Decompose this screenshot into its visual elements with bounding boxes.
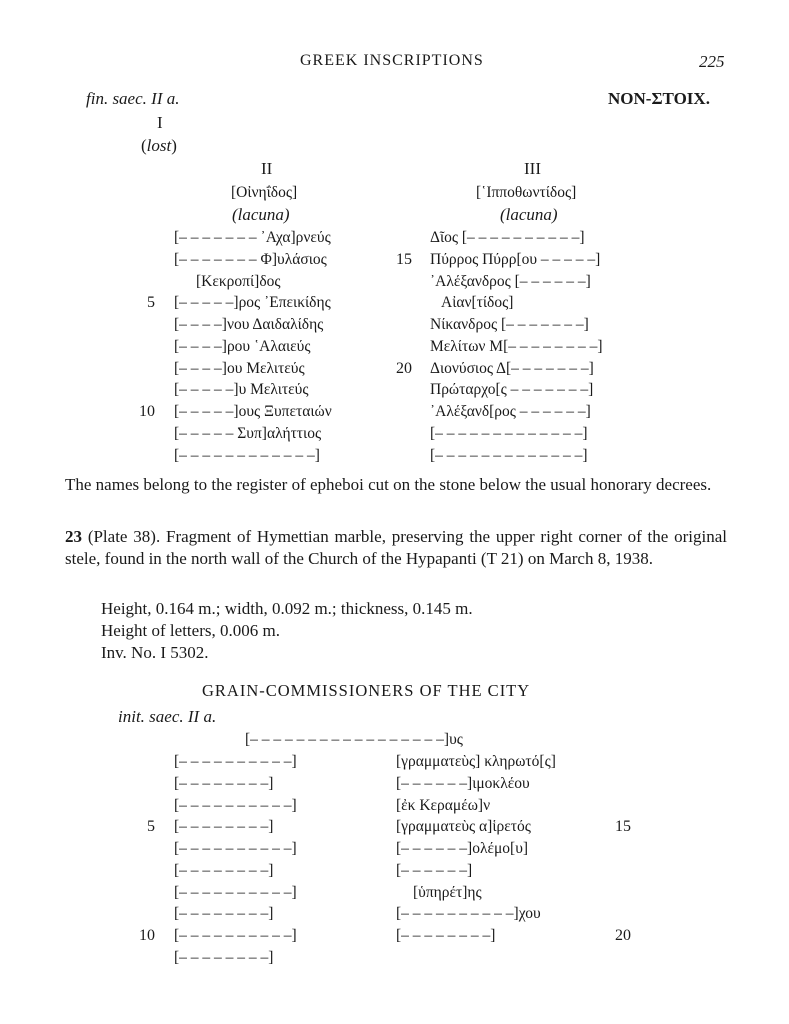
column-i-note: (lost) <box>141 136 177 155</box>
col2-line: [– – – –]ρου ῾Αλαιεύς <box>174 338 311 355</box>
right-line: [ἐκ Κεραμέω]ν <box>396 797 491 814</box>
right-line: [– – – – – –] <box>396 862 473 879</box>
right-line: [γραμματεὺς] κληρωτό[ς] <box>396 753 556 770</box>
col2-line: [– – – – –]ρος ᾿Επεικίδης <box>174 294 331 311</box>
line-number: 20 <box>396 360 412 377</box>
left-line: [– – – – – – – – – –] <box>174 753 297 770</box>
left-line: [– – – – – – – –] <box>174 775 274 792</box>
left-line: [– – – – – – – –] <box>174 862 274 879</box>
left-line: [– – – – – – – – – –] <box>174 797 297 814</box>
col2-line: [– – – – – – – ᾿Αχα]ρνεύς <box>174 229 331 246</box>
col3-line: Μελίτων Μ[– – – – – – – –] <box>430 338 603 355</box>
col3-line: ᾿Αλέξανδρος [– – – – – –] <box>430 273 591 290</box>
col2-line: [– – – – –]υ Μελιτεύς <box>174 381 309 398</box>
column-iii-label: III <box>524 159 541 178</box>
inscription-number: 23 <box>65 527 82 546</box>
col2-line: [– – – – – – – – – – – –] <box>174 447 320 464</box>
col3-line: Δῖος [– – – – – – – – – –] <box>430 229 585 246</box>
right-line: [– – – – – – – –] <box>396 927 496 944</box>
col2-line: [– – – – –]ους Ξυπεταιών <box>174 403 332 420</box>
left-line: [– – – – – – – –] <box>174 818 274 835</box>
inscription-note: The names belong to the register of epheboi cut on the stone below the usual honorary decrees. <box>65 475 712 494</box>
col3-line: [– – – – – – – – – – – – –] <box>430 425 588 442</box>
col3-line: Διονύσιος Δ[– – – – – – –] <box>430 360 594 377</box>
left-line: [– – – – – – – – – –] <box>174 927 297 944</box>
inscription-date: fin. saec. II a. <box>86 89 180 108</box>
description-text: (Plate 38). Fragment of Hymettian marble, preserving the upper right corner of the original stele, found in the north wall of the Church of the Hypapanti (T 21) on March 8, 1938. <box>65 527 728 568</box>
col3-line: Πύρρος Πύρρ[ου – – – – –] <box>430 251 601 268</box>
inscription-top-line: [– – – – – – – – – – – – – – – – –]υς <box>245 731 463 748</box>
col3-line: Πρώταρχο[ς – – – – – – –] <box>430 381 594 398</box>
col3-line: Αἰαν[τίδος] <box>441 294 514 311</box>
right-line: [– – – – – –]ολέμο[υ] <box>396 840 529 857</box>
right-line: [– – – – – –]ιμοκλέου <box>396 775 530 792</box>
section-title: GRAIN-COMMISSIONERS OF THE CITY <box>202 681 531 700</box>
measurement-line: Height of letters, 0.006 m. <box>101 621 280 640</box>
column-ii-label: II <box>261 159 273 178</box>
col2-line: [– – – – – – – Φ]υλάσιος <box>174 251 327 268</box>
line-number: 10 <box>139 403 155 420</box>
left-line: [– – – – – – – – – –] <box>174 884 297 901</box>
column-iii-lacuna: (lacuna) <box>500 205 558 224</box>
line-number: 10 <box>139 927 155 944</box>
measurement-line: Inv. No. I 5302. <box>101 643 209 662</box>
page-number: 225 <box>699 52 725 71</box>
line-number: 5 <box>147 294 155 311</box>
column-i-label: I <box>157 113 163 132</box>
line-number: 20 <box>615 927 631 944</box>
col3-line: [– – – – – – – – – – – – –] <box>430 447 588 464</box>
column-iii-tribe: [῾Ιπποθωντίδος] <box>476 184 577 201</box>
col3-line: Νίκανδρος [– – – – – – –] <box>430 316 589 333</box>
col3-line: ᾿Αλέξανδ[ρος – – – – – –] <box>430 403 591 420</box>
right-line: [– – – – – – – – – –]χου <box>396 905 541 922</box>
column-ii-tribe: [Οἰνηΐδος] <box>231 184 298 201</box>
left-line: [– – – – – – – –] <box>174 905 274 922</box>
col2-line: [– – – –]νου Δαιδαλίδης <box>174 316 324 333</box>
measurement-line: Height, 0.164 m.; width, 0.092 m.; thickness, 0.145 m. <box>101 599 473 618</box>
running-title: GREEK INSCRIPTIONS <box>300 52 484 69</box>
column-ii-lacuna: (lacuna) <box>232 205 290 224</box>
right-line: [γραμματεὺς α]ἱρετός <box>396 818 531 835</box>
line-number: 15 <box>396 251 412 268</box>
col2-line: [– – – –]ου Μελιτεύς <box>174 360 305 377</box>
col2-line: [– – – – – Συπ]αλήττιος <box>174 425 322 442</box>
right-line: [ὑπηρέτ]ης <box>413 884 482 901</box>
inscription-23-description <box>65 526 727 570</box>
line-number: 5 <box>147 818 155 835</box>
left-line: [– – – – – – – – – –] <box>174 840 297 857</box>
left-line: [– – – – – – – –] <box>174 949 274 966</box>
line-number: 15 <box>615 818 631 835</box>
stoich-label: NON-ΣΤΟΙΧ. <box>608 89 710 108</box>
inscription-date: init. saec. II a. <box>118 707 217 726</box>
col2-line: [Κεκροπί]δος <box>196 273 281 290</box>
